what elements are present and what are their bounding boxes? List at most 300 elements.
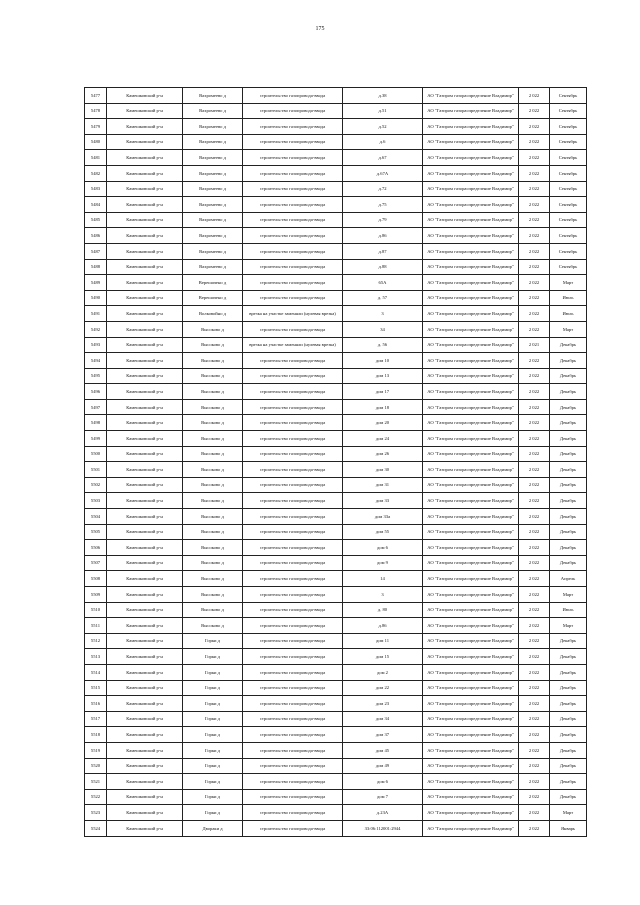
- object-address-cell: дом 33а: [343, 509, 423, 525]
- row-number-cell: 5518: [85, 727, 107, 743]
- object-address-cell: дом 10: [343, 353, 423, 369]
- month-cell: Декабрь: [550, 758, 587, 774]
- row-number-cell: 5523: [85, 805, 107, 821]
- row-number-cell: 5513: [85, 649, 107, 665]
- row-number-cell: 5524: [85, 820, 107, 836]
- organization-cell: АО "Газпром газораспределение Владимир": [423, 805, 519, 821]
- month-cell: Июль: [550, 306, 587, 322]
- year-cell: 2 022: [519, 399, 550, 415]
- district-cell: Камешковский р-н: [107, 664, 183, 680]
- table-row: [85, 431, 587, 447]
- month-cell: Сентябрь: [550, 88, 587, 104]
- year-cell: 2 022: [519, 805, 550, 821]
- object-address-cell: дом 24: [343, 431, 423, 447]
- locality-cell: Двораки д: [183, 820, 243, 836]
- object-address-cell: д. 57: [343, 290, 423, 306]
- organization-cell: АО "Газпром газораспределение Владимир": [423, 462, 519, 478]
- work-type-cell: строительство газопровода-ввода: [243, 431, 343, 447]
- locality-cell: Горки д: [183, 649, 243, 665]
- table-row: [85, 337, 587, 353]
- row-number-cell: 5507: [85, 555, 107, 571]
- table-row: [85, 321, 587, 337]
- row-number-cell: 5494: [85, 353, 107, 369]
- district-cell: Камешковский р-н: [107, 805, 183, 821]
- month-cell: Декабрь: [550, 649, 587, 665]
- year-cell: 2 022: [519, 633, 550, 649]
- year-cell: 2 022: [519, 477, 550, 493]
- table-row: [85, 446, 587, 462]
- locality-cell: Горки д: [183, 789, 243, 805]
- organization-cell: АО "Газпром газораспределение Владимир": [423, 431, 519, 447]
- year-cell: 2 022: [519, 165, 550, 181]
- year-cell: 2 022: [519, 181, 550, 197]
- organization-cell: АО "Газпром газораспределение Владимир": [423, 758, 519, 774]
- work-type-cell: строительство газопровода-ввода: [243, 321, 343, 337]
- year-cell: 2 022: [519, 555, 550, 571]
- locality-cell: Верешачено д: [183, 290, 243, 306]
- work-type-cell: строительство газопровода-ввода: [243, 415, 343, 431]
- object-address-cell: дом 15: [343, 649, 423, 665]
- table-row: [85, 212, 587, 228]
- work-type-cell: строительство газопровода-ввода: [243, 633, 343, 649]
- table-row: [85, 540, 587, 556]
- year-cell: 2 022: [519, 696, 550, 712]
- work-type-cell: строительство газопровода-ввода: [243, 618, 343, 634]
- row-number-cell: 5521: [85, 774, 107, 790]
- row-number-cell: 5508: [85, 571, 107, 587]
- year-cell: 2 022: [519, 524, 550, 540]
- work-type-cell: строительство газопровода-ввода: [243, 602, 343, 618]
- object-address-cell: 34: [343, 321, 423, 337]
- district-cell: Камешковский р-н: [107, 134, 183, 150]
- district-cell: Камешковский р-н: [107, 306, 183, 322]
- month-cell: Сентябрь: [550, 181, 587, 197]
- organization-cell: АО "Газпром газораспределение Владимир": [423, 742, 519, 758]
- year-cell: 2 022: [519, 727, 550, 743]
- work-type-cell: строительство газопровода-ввода: [243, 88, 343, 104]
- organization-cell: АО "Газпром газораспределение Владимир": [423, 165, 519, 181]
- organization-cell: АО "Газпром газораспределение Владимир": [423, 649, 519, 665]
- district-cell: Камешковский р-н: [107, 540, 183, 556]
- table-row: [85, 88, 587, 104]
- row-number-cell: 5520: [85, 758, 107, 774]
- organization-cell: АО "Газпром газораспределение Владимир": [423, 181, 519, 197]
- month-cell: Декабрь: [550, 353, 587, 369]
- organization-cell: АО "Газпром газораспределение Владимир": [423, 493, 519, 509]
- table-row: [85, 649, 587, 665]
- object-address-cell: 3: [343, 587, 423, 603]
- district-cell: Камешковский р-н: [107, 618, 183, 634]
- organization-cell: АО "Газпром газораспределение Владимир": [423, 134, 519, 150]
- district-cell: Камешковский р-н: [107, 493, 183, 509]
- year-cell: 2 022: [519, 602, 550, 618]
- work-type-cell: строительство газопровода-ввода: [243, 212, 343, 228]
- table-row: [85, 243, 587, 259]
- table-row: [85, 290, 587, 306]
- district-cell: Камешковский р-н: [107, 758, 183, 774]
- locality-cell: Вахромеево д: [183, 181, 243, 197]
- object-address-cell: д.88: [343, 259, 423, 275]
- work-type-cell: строительство газопровода-ввода: [243, 181, 343, 197]
- year-cell: 2 022: [519, 321, 550, 337]
- district-cell: Камешковский р-н: [107, 680, 183, 696]
- object-address-cell: дом 31: [343, 477, 423, 493]
- locality-cell: Верешачено д: [183, 275, 243, 291]
- district-cell: Камешковский р-н: [107, 165, 183, 181]
- work-type-cell: строительство газопровода-ввода: [243, 727, 343, 743]
- row-number-cell: 5486: [85, 228, 107, 244]
- table-row: [85, 353, 587, 369]
- row-number-cell: 5517: [85, 711, 107, 727]
- district-cell: Камешковский р-н: [107, 446, 183, 462]
- object-address-cell: дом 20: [343, 415, 423, 431]
- year-cell: 2 022: [519, 680, 550, 696]
- district-cell: Камешковский р-н: [107, 228, 183, 244]
- work-type-cell: строительство газопровода-ввода: [243, 228, 343, 244]
- work-type-cell: строительство газопровода-ввода: [243, 493, 343, 509]
- locality-cell: Вахромеево д: [183, 212, 243, 228]
- table-row: [85, 165, 587, 181]
- object-address-cell: дом 30: [343, 462, 423, 478]
- locality-cell: Высоково д: [183, 431, 243, 447]
- object-address-cell: дом 13: [343, 368, 423, 384]
- district-cell: Камешковский р-н: [107, 774, 183, 790]
- year-cell: 2 022: [519, 446, 550, 462]
- table-row: [85, 150, 587, 166]
- table-row: [85, 509, 587, 525]
- locality-cell: Горки д: [183, 774, 243, 790]
- locality-cell: Высоково д: [183, 321, 243, 337]
- row-number-cell: 5504: [85, 509, 107, 525]
- object-address-cell: д.86: [343, 228, 423, 244]
- table-row: [85, 368, 587, 384]
- district-cell: Камешковский р-н: [107, 384, 183, 400]
- row-number-cell: 5493: [85, 337, 107, 353]
- locality-cell: Высоково д: [183, 618, 243, 634]
- table-row: [85, 680, 587, 696]
- year-cell: 2 022: [519, 290, 550, 306]
- row-number-cell: 5502: [85, 477, 107, 493]
- district-cell: Камешковский р-н: [107, 742, 183, 758]
- district-cell: Камешковский р-н: [107, 368, 183, 384]
- row-number-cell: 5522: [85, 789, 107, 805]
- object-address-cell: дом 11: [343, 633, 423, 649]
- row-number-cell: 5519: [85, 742, 107, 758]
- month-cell: Сентябрь: [550, 197, 587, 213]
- year-cell: 2 022: [519, 758, 550, 774]
- district-cell: Камешковский р-н: [107, 290, 183, 306]
- locality-cell: Вахромеево д: [183, 88, 243, 104]
- organization-cell: АО "Газпром газораспределение Владимир": [423, 509, 519, 525]
- month-cell: Март: [550, 321, 587, 337]
- organization-cell: АО "Газпром газораспределение Владимир": [423, 321, 519, 337]
- year-cell: 2 022: [519, 493, 550, 509]
- locality-cell: Вахромеево д: [183, 165, 243, 181]
- work-type-cell: строительство газопровода-ввода: [243, 742, 343, 758]
- table-row: [85, 462, 587, 478]
- row-number-cell: 5501: [85, 462, 107, 478]
- row-number-cell: 5515: [85, 680, 107, 696]
- month-cell: Сентябрь: [550, 134, 587, 150]
- organization-cell: АО "Газпром газораспределение Владимир": [423, 103, 519, 119]
- table-row: [85, 275, 587, 291]
- organization-cell: АО "Газпром газораспределение Владимир": [423, 602, 519, 618]
- year-cell: 2 022: [519, 306, 550, 322]
- object-address-cell: дом 22: [343, 680, 423, 696]
- table-row: [85, 696, 587, 712]
- object-address-cell: дом 49: [343, 758, 423, 774]
- organization-cell: АО "Газпром газораспределение Владимир": [423, 228, 519, 244]
- row-number-cell: 5491: [85, 306, 107, 322]
- month-cell: Июль: [550, 290, 587, 306]
- row-number-cell: 5480: [85, 134, 107, 150]
- year-cell: 2 022: [519, 820, 550, 836]
- month-cell: Декабрь: [550, 493, 587, 509]
- row-number-cell: 5500: [85, 446, 107, 462]
- organization-cell: АО "Газпром газораспределение Владимир": [423, 415, 519, 431]
- object-address-cell: д.38: [343, 88, 423, 104]
- work-type-cell: строительство газопровода-ввода: [243, 571, 343, 587]
- object-address-cell: 65А: [343, 275, 423, 291]
- year-cell: 2 022: [519, 384, 550, 400]
- year-cell: 2 022: [519, 197, 550, 213]
- table-row: [85, 524, 587, 540]
- object-address-cell: дом 45: [343, 742, 423, 758]
- month-cell: Декабрь: [550, 742, 587, 758]
- locality-cell: Высоково д: [183, 337, 243, 353]
- organization-cell: АО "Газпром газораспределение Владимир": [423, 119, 519, 135]
- object-address-cell: дом 17: [343, 384, 423, 400]
- organization-cell: АО "Газпром газораспределение Владимир": [423, 399, 519, 415]
- work-type-cell: строительство газопровода-ввода: [243, 197, 343, 213]
- locality-cell: Высоково д: [183, 353, 243, 369]
- object-address-cell: д.72: [343, 181, 423, 197]
- object-address-cell: дом 18: [343, 399, 423, 415]
- district-cell: Камешковский р-н: [107, 275, 183, 291]
- district-cell: Камешковский р-н: [107, 119, 183, 135]
- organization-cell: АО "Газпром газораспределение Владимир": [423, 368, 519, 384]
- locality-cell: Вахромеево д: [183, 259, 243, 275]
- year-cell: 2 022: [519, 119, 550, 135]
- organization-cell: АО "Газпром газораспределение Владимир": [423, 243, 519, 259]
- object-address-cell: дом 55: [343, 524, 423, 540]
- row-number-cell: 5477: [85, 88, 107, 104]
- work-type-cell: строительство газопровода-ввода: [243, 150, 343, 166]
- work-type-cell: строительство газопровода-ввода: [243, 290, 343, 306]
- organization-cell: АО "Газпром газораспределение Владимир": [423, 337, 519, 353]
- locality-cell: Вахромеево д: [183, 243, 243, 259]
- row-number-cell: 5489: [85, 275, 107, 291]
- district-cell: Камешковский р-н: [107, 399, 183, 415]
- object-address-cell: д. 56: [343, 337, 423, 353]
- table-row: [85, 181, 587, 197]
- object-address-cell: дом 37: [343, 727, 423, 743]
- row-number-cell: 5506: [85, 540, 107, 556]
- work-type-cell: строительство газопровода-ввода: [243, 462, 343, 478]
- row-number-cell: 5514: [85, 664, 107, 680]
- year-cell: 2 022: [519, 462, 550, 478]
- object-address-cell: д.79: [343, 212, 423, 228]
- month-cell: Декабрь: [550, 399, 587, 415]
- district-cell: Камешковский р-н: [107, 820, 183, 836]
- object-address-cell: дом 2: [343, 664, 423, 680]
- district-cell: Камешковский р-н: [107, 197, 183, 213]
- organization-cell: АО "Газпром газораспределение Владимир": [423, 633, 519, 649]
- table-row: [85, 306, 587, 322]
- district-cell: Камешковский р-н: [107, 524, 183, 540]
- organization-cell: АО "Газпром газораспределение Владимир": [423, 353, 519, 369]
- work-type-cell: строительство газопровода-ввода: [243, 540, 343, 556]
- district-cell: Камешковский р-н: [107, 103, 183, 119]
- year-cell: 2 022: [519, 353, 550, 369]
- district-cell: Камешковский р-н: [107, 259, 183, 275]
- locality-cell: Высоково д: [183, 555, 243, 571]
- work-type-cell: строительство газопровода-ввода: [243, 649, 343, 665]
- year-cell: 2 022: [519, 431, 550, 447]
- year-cell: 2 022: [519, 509, 550, 525]
- year-cell: 2 022: [519, 88, 550, 104]
- locality-cell: Высоково д: [183, 509, 243, 525]
- year-cell: 2 022: [519, 150, 550, 166]
- organization-cell: АО "Газпром газораспределение Владимир": [423, 727, 519, 743]
- month-cell: Сентябрь: [550, 243, 587, 259]
- month-cell: Декабрь: [550, 524, 587, 540]
- work-type-cell: строительство газопровода-ввода: [243, 509, 343, 525]
- month-cell: Декабрь: [550, 633, 587, 649]
- work-type-cell: строительство газопровода-ввода: [243, 368, 343, 384]
- district-cell: Камешковский р-н: [107, 789, 183, 805]
- object-address-cell: д.87: [343, 243, 423, 259]
- month-cell: Декабрь: [550, 337, 587, 353]
- table-row: [85, 664, 587, 680]
- year-cell: 2 022: [519, 774, 550, 790]
- work-type-cell: строительство газопровода-ввода: [243, 243, 343, 259]
- locality-cell: Высоково д: [183, 540, 243, 556]
- organization-cell: АО "Газпром газораспределение Владимир": [423, 820, 519, 836]
- district-cell: Камешковский р-н: [107, 353, 183, 369]
- organization-cell: АО "Газпром газораспределение Владимир": [423, 789, 519, 805]
- object-address-cell: дом 34: [343, 711, 423, 727]
- row-number-cell: 5505: [85, 524, 107, 540]
- organization-cell: АО "Газпром газораспределение Владимир": [423, 680, 519, 696]
- locality-cell: Вахромеево д: [183, 197, 243, 213]
- district-cell: Камешковский р-н: [107, 337, 183, 353]
- organization-cell: АО "Газпром газораспределение Владимир": [423, 88, 519, 104]
- object-address-cell: д. 80: [343, 602, 423, 618]
- row-number-cell: 5512: [85, 633, 107, 649]
- year-cell: 2 022: [519, 243, 550, 259]
- organization-cell: АО "Газпром газораспределение Владимир": [423, 540, 519, 556]
- month-cell: Декабрь: [550, 462, 587, 478]
- organization-cell: АО "Газпром газораспределение Владимир": [423, 618, 519, 634]
- district-cell: Камешковский р-н: [107, 477, 183, 493]
- work-type-cell: строительство газопровода-ввода: [243, 119, 343, 135]
- work-type-cell: строительство газопровода-ввода: [243, 789, 343, 805]
- organization-cell: АО "Газпром газораспределение Владимир": [423, 384, 519, 400]
- locality-cell: Высоково д: [183, 493, 243, 509]
- month-cell: Декабрь: [550, 368, 587, 384]
- month-cell: Сентябрь: [550, 165, 587, 181]
- month-cell: Март: [550, 618, 587, 634]
- work-type-cell: строительство газопровода-ввода: [243, 103, 343, 119]
- row-number-cell: 5479: [85, 119, 107, 135]
- locality-cell: Вахромеево д: [183, 134, 243, 150]
- month-cell: Сентябрь: [550, 259, 587, 275]
- work-type-cell: строительство газопровода-ввода: [243, 353, 343, 369]
- organization-cell: АО "Газпром газораспределение Владимир": [423, 711, 519, 727]
- month-cell: Март: [550, 587, 587, 603]
- locality-cell: Высоково д: [183, 524, 243, 540]
- district-cell: Камешковский р-н: [107, 181, 183, 197]
- district-cell: Камешковский р-н: [107, 321, 183, 337]
- row-number-cell: 5490: [85, 290, 107, 306]
- object-address-cell: д.6: [343, 134, 423, 150]
- object-address-cell: дом 26: [343, 446, 423, 462]
- year-cell: 2 022: [519, 587, 550, 603]
- object-address-cell: д.51: [343, 103, 423, 119]
- month-cell: Декабрь: [550, 711, 587, 727]
- row-number-cell: 5511: [85, 618, 107, 634]
- row-number-cell: 5495: [85, 368, 107, 384]
- locality-cell: Высоково д: [183, 415, 243, 431]
- table-row: [85, 774, 587, 790]
- object-address-cell: 3: [343, 306, 423, 322]
- table-row: [85, 587, 587, 603]
- work-type-cell: строительство газопровода-ввода: [243, 758, 343, 774]
- organization-cell: АО "Газпром газораспределение Владимир": [423, 524, 519, 540]
- table-row: [85, 727, 587, 743]
- organization-cell: АО "Газпром газораспределение Владимир": [423, 774, 519, 790]
- month-cell: Декабрь: [550, 789, 587, 805]
- district-cell: Камешковский р-н: [107, 150, 183, 166]
- year-cell: 2 022: [519, 275, 550, 291]
- row-number-cell: 5485: [85, 212, 107, 228]
- work-type-cell: строительство газопровода-ввода: [243, 680, 343, 696]
- district-cell: Камешковский р-н: [107, 711, 183, 727]
- locality-cell: Горки д: [183, 633, 243, 649]
- year-cell: 2 022: [519, 540, 550, 556]
- organization-cell: АО "Газпром газораспределение Владимир": [423, 587, 519, 603]
- locality-cell: Горки д: [183, 664, 243, 680]
- locality-cell: Высоково д: [183, 399, 243, 415]
- year-cell: 2 022: [519, 103, 550, 119]
- district-cell: Камешковский р-н: [107, 415, 183, 431]
- table-row: [85, 103, 587, 119]
- month-cell: Январь: [550, 820, 587, 836]
- work-type-cell: врезка на участке заменяли (нулевая врезка): [243, 337, 343, 353]
- object-address-cell: дом 23: [343, 696, 423, 712]
- locality-cell: Вахромеево д: [183, 103, 243, 119]
- row-number-cell: 5499: [85, 431, 107, 447]
- work-type-cell: строительство газопровода-ввода: [243, 446, 343, 462]
- district-cell: Камешковский р-н: [107, 88, 183, 104]
- row-number-cell: 5478: [85, 103, 107, 119]
- table-row: [85, 789, 587, 805]
- work-type-cell: врезка на участке заменяли (нулевая врезка): [243, 306, 343, 322]
- work-type-cell: строительство газопровода-ввода: [243, 524, 343, 540]
- month-cell: Сентябрь: [550, 212, 587, 228]
- district-cell: Камешковский р-н: [107, 462, 183, 478]
- month-cell: Декабрь: [550, 680, 587, 696]
- month-cell: Март: [550, 805, 587, 821]
- district-cell: Камешковский р-н: [107, 587, 183, 603]
- table-row: [85, 805, 587, 821]
- month-cell: Сентябрь: [550, 228, 587, 244]
- month-cell: Декабрь: [550, 540, 587, 556]
- district-cell: Камешковский р-н: [107, 431, 183, 447]
- year-cell: 2 022: [519, 368, 550, 384]
- table-row: [85, 602, 587, 618]
